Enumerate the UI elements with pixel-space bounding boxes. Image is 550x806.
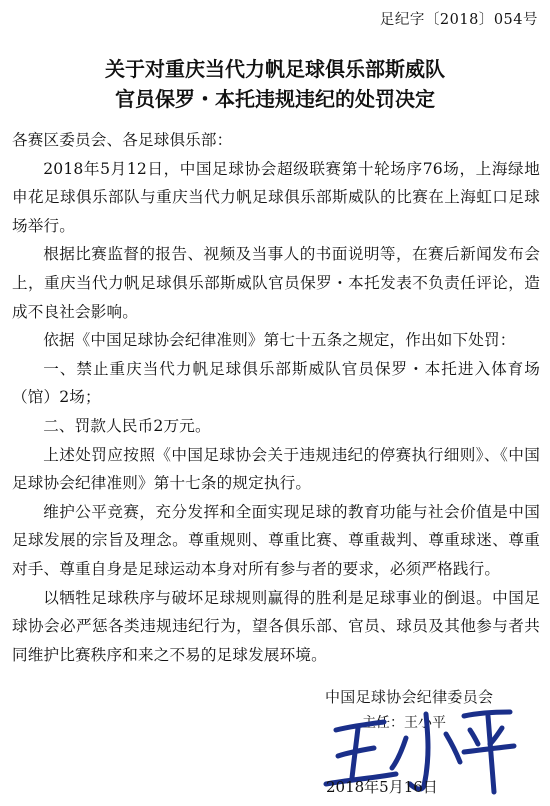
salutation: 各赛区委员会、各足球俱乐部：: [12, 131, 233, 149]
paragraph-principles: 维护公平竞赛，充分发挥和全面实现足球的教育功能与社会价值是中国足球发展的宗旨及理念。尊重规则、尊重比赛、尊重裁判、尊重球迷、尊重对手、尊重自身是足球运动本身对所有参与者的要求，必须严格践行。: [12, 502, 540, 578]
chair-name: 主任：王小平: [362, 715, 446, 731]
paragraph-execution: 上述处罚应按照《中国足球协会关于违规违纪的停赛执行细则》、《中国足球协会纪律准则》第十七条的规定执行。: [12, 445, 540, 493]
paragraph-finding: 根据比赛监督的报告、视频及当事人的书面说明等，在赛后新闻发布会上，重庆当代力帆足球俱乐部斯威队官员保罗・本托发表不负责任评论，造成不良社会影响。: [12, 245, 540, 321]
title-line-2: 官员保罗・本托违规违纪的处罚决定: [115, 87, 435, 111]
paragraph-conclusion: 以牺牲足球秩序与破坏足球规则赢得的胜利是足球事业的倒退。中国足球协会必严惩各类违规违纪行为，望各俱乐部、官员、球员及其他参与者共同维护比赛秩序和来之不易的足球发展环境。: [12, 588, 540, 664]
penalty-item-2: 二、罚款人民币2万元。: [43, 416, 211, 435]
document-number: 足纪字〔2018〕054号: [379, 12, 538, 28]
document-date: 2018年5月16日: [326, 778, 438, 796]
title-line-1: 关于对重庆当代力帆足球俱乐部斯威队: [105, 57, 445, 81]
penalty-item-1: 一、禁止重庆当代力帆足球俱乐部斯威队官员保罗・本托进入体育场（馆）2场；: [12, 359, 540, 407]
document-body: [12, 126, 540, 669]
document-title: [0, 54, 550, 114]
paragraph-incident: 2018年5月12日，中国足球协会超级联赛第十轮场序76场，上海绿地申花足球俱乐部队与重庆当代力帆足球俱乐部斯威队的比赛在上海虹口足球场举行。: [12, 159, 540, 235]
issuer-name: 中国足球协会纪律委员会: [325, 688, 494, 706]
paragraph-basis: 依据《中国足球协会纪律准则》第七十五条之规定，作出如下处罚：: [43, 331, 516, 350]
